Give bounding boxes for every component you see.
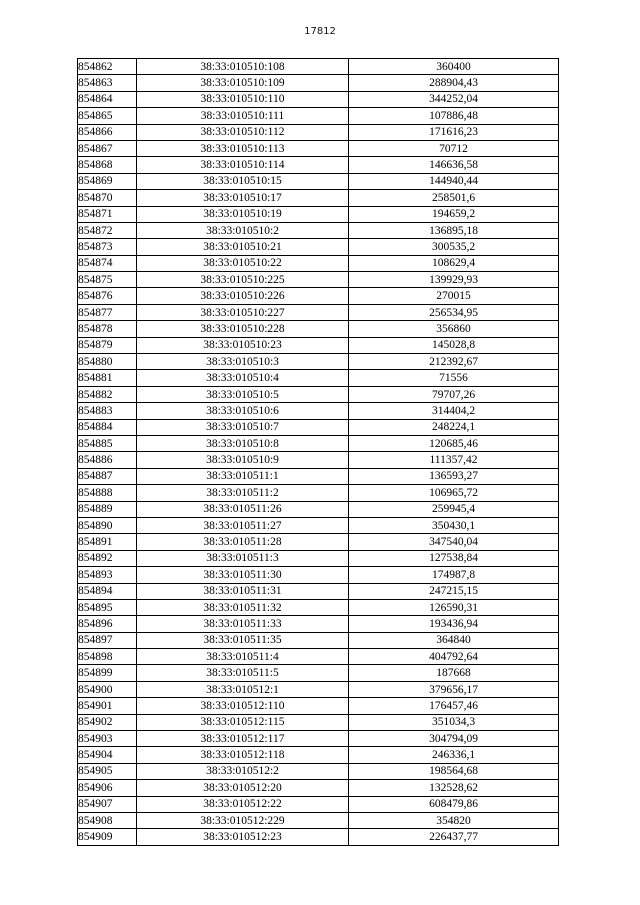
cadastral-value-cell: 187668 xyxy=(349,665,559,681)
table-row xyxy=(78,567,559,583)
row-number-cell: 854888 xyxy=(78,485,137,501)
cadastral-value-cell: 193436,94 xyxy=(349,616,559,632)
cadastral-value-cell: 364840 xyxy=(349,632,559,648)
row-number-cell: 854885 xyxy=(78,435,137,451)
row-number-cell: 854875 xyxy=(78,272,137,288)
row-number-cell: 854906 xyxy=(78,780,137,796)
row-number-cell: 854904 xyxy=(78,747,137,763)
cadastral-value-cell: 174987,8 xyxy=(349,567,559,583)
cadastral-value-cell: 106965,72 xyxy=(349,485,559,501)
cadastral-number-cell: 38:33:010511:30 xyxy=(137,567,349,583)
cadastral-number-cell: 38:33:010510:4 xyxy=(137,370,349,386)
row-number-cell: 854867 xyxy=(78,140,137,156)
cadastral-value-cell: 212392,67 xyxy=(349,354,559,370)
table-row xyxy=(78,272,559,288)
row-number-cell: 854905 xyxy=(78,763,137,779)
cadastral-number-cell: 38:33:010510:110 xyxy=(137,91,349,107)
table-row xyxy=(78,550,559,566)
row-number-cell: 854877 xyxy=(78,304,137,320)
cadastral-value-cell: 347540,04 xyxy=(349,534,559,550)
table-row xyxy=(78,75,559,91)
row-number-cell: 854876 xyxy=(78,288,137,304)
table-row xyxy=(78,304,559,320)
table-row xyxy=(78,681,559,697)
cadastral-value-cell: 258501,6 xyxy=(349,190,559,206)
table-row xyxy=(78,501,559,517)
cadastral-number-cell: 38:33:010510:228 xyxy=(137,321,349,337)
cadastral-number-cell: 38:33:010510:109 xyxy=(137,75,349,91)
row-number-cell: 854895 xyxy=(78,599,137,615)
table-row xyxy=(78,140,559,156)
row-number-cell: 854886 xyxy=(78,452,137,468)
row-number-cell: 854900 xyxy=(78,681,137,697)
row-number-cell: 854901 xyxy=(78,698,137,714)
cadastral-number-cell: 38:33:010510:3 xyxy=(137,354,349,370)
table-row xyxy=(78,354,559,370)
table-row xyxy=(78,370,559,386)
table-row xyxy=(78,517,559,533)
cadastral-number-cell: 38:33:010512:117 xyxy=(137,731,349,747)
cadastral-value-cell: 304794,09 xyxy=(349,731,559,747)
cadastral-value-cell: 356860 xyxy=(349,321,559,337)
cadastral-number-cell: 38:33:010510:2 xyxy=(137,222,349,238)
row-number-cell: 854884 xyxy=(78,419,137,435)
table-row xyxy=(78,714,559,730)
row-number-cell: 854874 xyxy=(78,255,137,271)
row-number-cell: 854871 xyxy=(78,206,137,222)
cadastral-value-cell: 79707,26 xyxy=(349,386,559,402)
cadastral-number-cell: 38:33:010511:33 xyxy=(137,616,349,632)
cadastral-value-cell: 146636,58 xyxy=(349,157,559,173)
table-row xyxy=(78,698,559,714)
table-row xyxy=(78,731,559,747)
cadastral-value-cell: 344252,04 xyxy=(349,91,559,107)
row-number-cell: 854897 xyxy=(78,632,137,648)
cadastral-value-cell: 379656,17 xyxy=(349,681,559,697)
cadastral-number-cell: 38:33:010510:22 xyxy=(137,255,349,271)
table-row xyxy=(78,599,559,615)
table-row xyxy=(78,173,559,189)
cadastral-number-cell: 38:33:010510:111 xyxy=(137,108,349,124)
row-number-cell: 854879 xyxy=(78,337,137,353)
cadastral-value-cell: 198564,68 xyxy=(349,763,559,779)
row-number-cell: 854899 xyxy=(78,665,137,681)
table-row xyxy=(78,91,559,107)
cadastral-number-cell: 38:33:010510:7 xyxy=(137,419,349,435)
cadastral-value-cell: 171616,23 xyxy=(349,124,559,140)
cadastral-number-cell: 38:33:010512:23 xyxy=(137,829,349,845)
table-row xyxy=(78,763,559,779)
row-number-cell: 854862 xyxy=(78,59,137,75)
cadastral-value-cell: 139929,93 xyxy=(349,272,559,288)
row-number-cell: 854882 xyxy=(78,386,137,402)
row-number-cell: 854892 xyxy=(78,550,137,566)
cadastral-number-cell: 38:33:010511:3 xyxy=(137,550,349,566)
cadastral-number-cell: 38:33:010511:28 xyxy=(137,534,349,550)
cadastral-number-cell: 38:33:010510:113 xyxy=(137,140,349,156)
cadastral-number-cell: 38:33:010511:1 xyxy=(137,468,349,484)
cadastral-value-cell: 354820 xyxy=(349,812,559,828)
cadastral-number-cell: 38:33:010511:35 xyxy=(137,632,349,648)
cadastral-value-cell: 300535,2 xyxy=(349,239,559,255)
row-number-cell: 854887 xyxy=(78,468,137,484)
table-row xyxy=(78,468,559,484)
cadastral-number-cell: 38:33:010512:118 xyxy=(137,747,349,763)
cadastral-value-cell: 176457,46 xyxy=(349,698,559,714)
cadastral-value-cell: 350430,1 xyxy=(349,517,559,533)
table-row xyxy=(78,485,559,501)
cadastral-number-cell: 38:33:010510:6 xyxy=(137,403,349,419)
cadastral-number-cell: 38:33:010512:110 xyxy=(137,698,349,714)
cadastral-value-cell: 288904,43 xyxy=(349,75,559,91)
cadastral-value-cell: 126590,31 xyxy=(349,599,559,615)
row-number-cell: 854896 xyxy=(78,616,137,632)
table-row xyxy=(78,190,559,206)
table-row xyxy=(78,419,559,435)
row-number-cell: 854880 xyxy=(78,354,137,370)
cadastral-value-cell: 608479,86 xyxy=(349,796,559,812)
cadastral-value-cell: 136593,27 xyxy=(349,468,559,484)
cadastral-number-cell: 38:33:010510:114 xyxy=(137,157,349,173)
cadastral-number-cell: 38:33:010512:1 xyxy=(137,681,349,697)
cadastral-value-cell: 259945,4 xyxy=(349,501,559,517)
row-number-cell: 854883 xyxy=(78,403,137,419)
row-number-cell: 854893 xyxy=(78,567,137,583)
table-row xyxy=(78,222,559,238)
row-number-cell: 854890 xyxy=(78,517,137,533)
cadastral-value-cell: 404792,64 xyxy=(349,649,559,665)
cadastral-value-cell: 132528,62 xyxy=(349,780,559,796)
table-row xyxy=(78,796,559,812)
table-row xyxy=(78,665,559,681)
row-number-cell: 854889 xyxy=(78,501,137,517)
cadastral-value-cell: 107886,48 xyxy=(349,108,559,124)
table-row xyxy=(78,435,559,451)
table-body xyxy=(78,59,559,846)
cadastral-value-cell: 247215,15 xyxy=(349,583,559,599)
cadastral-number-cell: 38:33:010511:5 xyxy=(137,665,349,681)
cadastral-number-cell: 38:33:010510:226 xyxy=(137,288,349,304)
table-row xyxy=(78,321,559,337)
cadastral-value-cell: 108629,4 xyxy=(349,255,559,271)
cadastral-value-cell: 248224,1 xyxy=(349,419,559,435)
cadastral-number-cell: 38:33:010512:115 xyxy=(137,714,349,730)
row-number-cell: 854902 xyxy=(78,714,137,730)
cadastral-number-cell: 38:33:010511:26 xyxy=(137,501,349,517)
cadastral-number-cell: 38:33:010512:2 xyxy=(137,763,349,779)
table-row xyxy=(78,337,559,353)
cadastral-number-cell: 38:33:010511:4 xyxy=(137,649,349,665)
table-row xyxy=(78,108,559,124)
table-row xyxy=(78,206,559,222)
cadastral-value-cell: 246336,1 xyxy=(349,747,559,763)
table-row xyxy=(78,632,559,648)
table-row xyxy=(78,747,559,763)
cadastral-value-cell: 120685,46 xyxy=(349,435,559,451)
table-row xyxy=(78,452,559,468)
row-number-cell: 854907 xyxy=(78,796,137,812)
cadastral-number-cell: 38:33:010511:2 xyxy=(137,485,349,501)
row-number-cell: 854868 xyxy=(78,157,137,173)
cadastral-number-cell: 38:33:010510:15 xyxy=(137,173,349,189)
table-row xyxy=(78,829,559,845)
table-row xyxy=(78,534,559,550)
cadastral-number-cell: 38:33:010510:23 xyxy=(137,337,349,353)
cadastral-number-cell: 38:33:010510:108 xyxy=(137,59,349,75)
cadastral-value-cell: 226437,77 xyxy=(349,829,559,845)
cadastral-number-cell: 38:33:010511:32 xyxy=(137,599,349,615)
table-row xyxy=(78,386,559,402)
row-number-cell: 854903 xyxy=(78,731,137,747)
cadastral-value-cell: 136895,18 xyxy=(349,222,559,238)
table-row xyxy=(78,255,559,271)
cadastral-value-cell: 360400 xyxy=(349,59,559,75)
row-number-cell: 854878 xyxy=(78,321,137,337)
row-number-cell: 854872 xyxy=(78,222,137,238)
table-row xyxy=(78,124,559,140)
table-row xyxy=(78,403,559,419)
cadastral-number-cell: 38:33:010510:19 xyxy=(137,206,349,222)
row-number-cell: 854908 xyxy=(78,812,137,828)
cadastral-number-cell: 38:33:010510:9 xyxy=(137,452,349,468)
cadastral-number-cell: 38:33:010510:21 xyxy=(137,239,349,255)
cadastral-value-cell: 111357,42 xyxy=(349,452,559,468)
cadastral-value-table xyxy=(77,58,559,846)
table-row xyxy=(78,59,559,75)
cadastral-value-cell: 127538,84 xyxy=(349,550,559,566)
cadastral-number-cell: 38:33:010510:112 xyxy=(137,124,349,140)
row-number-cell: 854909 xyxy=(78,829,137,845)
row-number-cell: 854881 xyxy=(78,370,137,386)
cadastral-value-cell: 145028,8 xyxy=(349,337,559,353)
cadastral-value-cell: 71556 xyxy=(349,370,559,386)
cadastral-value-cell: 351034,3 xyxy=(349,714,559,730)
row-number-cell: 854864 xyxy=(78,91,137,107)
table-row xyxy=(78,649,559,665)
cadastral-value-cell: 70712 xyxy=(349,140,559,156)
row-number-cell: 854870 xyxy=(78,190,137,206)
row-number-cell: 854894 xyxy=(78,583,137,599)
cadastral-value-cell: 256534,95 xyxy=(349,304,559,320)
cadastral-number-cell: 38:33:010510:8 xyxy=(137,435,349,451)
row-number-cell: 854863 xyxy=(78,75,137,91)
row-number-cell: 854869 xyxy=(78,173,137,189)
row-number-cell: 854873 xyxy=(78,239,137,255)
table-row xyxy=(78,583,559,599)
table-row xyxy=(78,157,559,173)
table-row xyxy=(78,812,559,828)
cadastral-number-cell: 38:33:010510:17 xyxy=(137,190,349,206)
cadastral-number-cell: 38:33:010510:227 xyxy=(137,304,349,320)
cadastral-value-cell: 144940,44 xyxy=(349,173,559,189)
cadastral-value-cell: 270015 xyxy=(349,288,559,304)
row-number-cell: 854891 xyxy=(78,534,137,550)
cadastral-number-cell: 38:33:010510:225 xyxy=(137,272,349,288)
cadastral-value-cell: 194659,2 xyxy=(349,206,559,222)
page-number: 17812 xyxy=(304,26,336,37)
table-row xyxy=(78,239,559,255)
cadastral-number-cell: 38:33:010510:5 xyxy=(137,386,349,402)
cadastral-number-cell: 38:33:010512:229 xyxy=(137,812,349,828)
table-row xyxy=(78,288,559,304)
cadastral-value-cell: 314404,2 xyxy=(349,403,559,419)
row-number-cell: 854866 xyxy=(78,124,137,140)
row-number-cell: 854865 xyxy=(78,108,137,124)
cadastral-number-cell: 38:33:010511:31 xyxy=(137,583,349,599)
row-number-cell: 854898 xyxy=(78,649,137,665)
table-row xyxy=(78,616,559,632)
cadastral-number-cell: 38:33:010512:22 xyxy=(137,796,349,812)
cadastral-number-cell: 38:33:010511:27 xyxy=(137,517,349,533)
cadastral-number-cell: 38:33:010512:20 xyxy=(137,780,349,796)
table-row xyxy=(78,780,559,796)
